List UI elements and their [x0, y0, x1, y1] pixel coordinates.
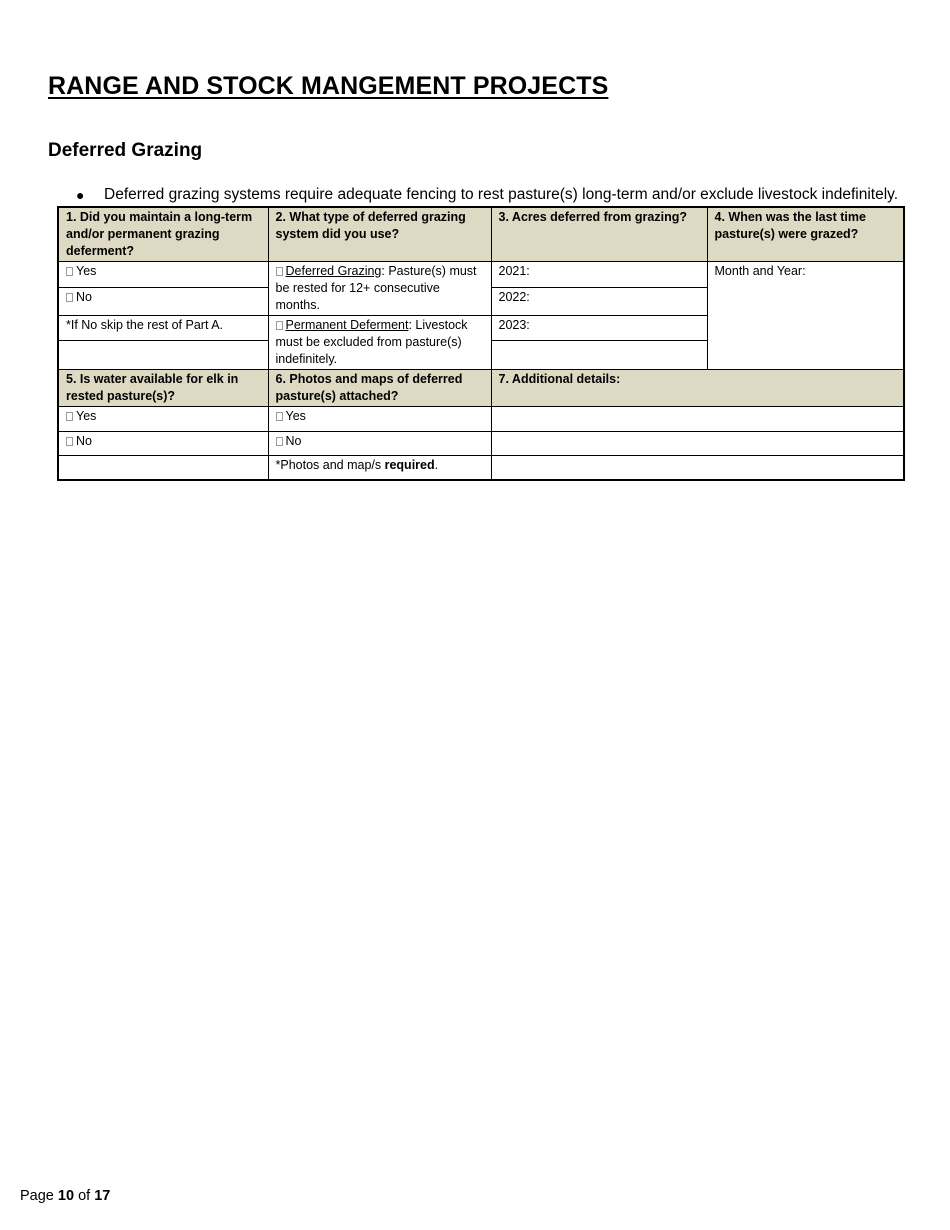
q4-header: 4. When was the last time pasture(s) were grazed?: [707, 207, 904, 262]
q6-note-prefix: *Photos and map/s: [275, 458, 385, 472]
q6-no-label: No: [285, 434, 302, 448]
q7-header: 7. Additional details:: [491, 370, 904, 407]
q5-header: 5. Is water available for elk in rested pasture(s)?: [58, 370, 268, 407]
q7-details-line[interactable]: [491, 432, 904, 456]
q3-year-2023[interactable]: 2023:: [491, 316, 707, 341]
section-heading: Deferred Grazing: [48, 140, 203, 161]
q6-note-required: required: [384, 458, 435, 472]
table-row: [58, 432, 904, 456]
table-row: [58, 456, 904, 480]
q1-yes-label: Yes: [76, 264, 97, 278]
empty-cell: [58, 341, 268, 370]
q7-details-line[interactable]: [491, 456, 904, 480]
q1-header: 1. Did you maintain a long-term and/or permanent grazing deferment?: [58, 207, 268, 262]
q5-no-label: No: [76, 434, 92, 448]
q5-yes-option[interactable]: [58, 407, 268, 432]
permanent-deferment-label: Permanent Deferment: [285, 318, 409, 332]
q1-no-option[interactable]: [58, 287, 268, 315]
empty-cell[interactable]: [491, 341, 707, 370]
q2-deferred-grazing-option[interactable]: [268, 262, 491, 316]
q2-header: 2. What type of deferred grazing system did you use?: [268, 207, 491, 262]
q6-yes-option[interactable]: [268, 407, 491, 432]
checkbox-icon[interactable]: [276, 321, 283, 330]
checkbox-icon[interactable]: [276, 267, 283, 276]
q6-header: 6. Photos and maps of deferred pasture(s) attached?: [268, 370, 491, 407]
q1-no-label: No: [76, 289, 92, 304]
checkbox-icon[interactable]: [66, 412, 73, 421]
q3-header: 3. Acres deferred from grazing?: [491, 207, 707, 262]
table-header-row: [58, 370, 904, 407]
checkbox-icon[interactable]: [66, 293, 73, 302]
bullet-text: Deferred grazing systems require adequate fencing to rest pasture(s) long-term and/or exclude livestock indefinitely.: [104, 186, 899, 203]
deferred-grazing-label: Deferred Grazing: [285, 264, 382, 278]
checkbox-icon[interactable]: [66, 267, 73, 276]
q3-year-2021[interactable]: 2021:: [491, 262, 707, 288]
permanent-deferment-description: : Livestock must be excluded from pasture(s) indefinitely.: [275, 318, 468, 366]
q6-yes-label: Yes: [285, 409, 306, 423]
q3-year-2022[interactable]: 2022:: [491, 287, 707, 315]
q6-note-suffix: .: [434, 458, 439, 472]
checkbox-icon[interactable]: [66, 437, 73, 446]
q4-month-year-field[interactable]: Month and Year:: [707, 262, 904, 370]
current-page-number: 10: [57, 1188, 75, 1204]
q2-permanent-deferment-option[interactable]: [268, 316, 491, 370]
q1-yes-option[interactable]: [58, 262, 268, 288]
page-title: RANGE AND STOCK MANGEMENT PROJECTS: [48, 72, 609, 100]
q1-note: *If No skip the rest of Part A.: [58, 316, 268, 341]
table-row: [58, 407, 904, 432]
q6-no-option[interactable]: [268, 432, 491, 456]
q6-note: [268, 456, 491, 480]
table-header-row: [58, 207, 904, 262]
deferred-grazing-table: [57, 206, 905, 481]
page-footer: [20, 1188, 110, 1204]
checkbox-icon[interactable]: [276, 412, 283, 421]
q5-yes-label: Yes: [76, 409, 97, 423]
table-row: [58, 262, 904, 288]
total-pages-number: 17: [94, 1188, 111, 1204]
q7-details-line[interactable]: [491, 407, 904, 432]
q5-no-option[interactable]: [58, 432, 268, 456]
deferred-grazing-description: : Pasture(s) must be rested for 12+ consecutive months.: [275, 264, 477, 312]
page-word: Page: [20, 1188, 54, 1204]
checkbox-icon[interactable]: [276, 437, 283, 446]
of-word: of: [78, 1188, 91, 1204]
bullet-icon: ●: [76, 187, 85, 203]
empty-cell: [58, 456, 268, 480]
